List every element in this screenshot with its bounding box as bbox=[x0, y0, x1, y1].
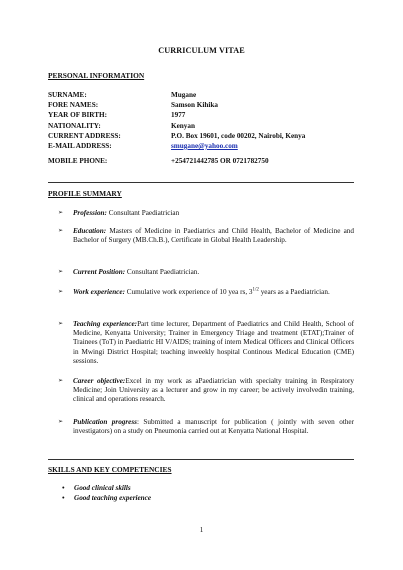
bullet-dot-icon: • bbox=[62, 484, 65, 492]
item-label: Profession: bbox=[73, 209, 107, 217]
info-label: FORE NAMES: bbox=[48, 101, 99, 109]
info-label: CURRENT ADDRESS: bbox=[48, 132, 121, 140]
info-value: 1977 bbox=[171, 111, 186, 119]
page-number: 1 bbox=[199, 526, 204, 534]
info-row-fore-names bbox=[48, 101, 368, 111]
bullet-arrow-icon: ➢ bbox=[58, 210, 64, 216]
item-label: Current Position: bbox=[73, 268, 126, 276]
item-label: Education: bbox=[73, 227, 107, 235]
item-text: Excel in my work as aPaediatrician with specialty training in Respiratory Medicine; Join University as a lecturer and grow in my career; be actively involvedin training, clinical and operations research. bbox=[73, 377, 354, 404]
bullet-dot-icon: • bbox=[62, 494, 65, 502]
info-label: YEAR OF BIRTH: bbox=[48, 111, 107, 119]
info-row-current-address bbox=[48, 132, 368, 142]
info-row-email bbox=[48, 142, 368, 152]
profile-summary-heading: PROFILE SUMMARY bbox=[48, 189, 122, 198]
info-value: Mugane bbox=[171, 91, 197, 99]
item-text: years as a Paediatrician. bbox=[258, 288, 330, 296]
item-text: : Submitted a manuscript for publication ( jointly with seven other investigators) on a study on Pneumonia carried out at Kenyatta National Hospital. bbox=[73, 418, 354, 436]
document-title: CURRICULUM VITAE bbox=[158, 46, 245, 55]
item-label: Teaching experience: bbox=[73, 320, 138, 328]
info-value: P.O. Box 19601, code 00202, Nairobi, Kenya bbox=[171, 132, 306, 140]
bullet-arrow-icon: ➢ bbox=[58, 378, 64, 384]
section-divider bbox=[48, 459, 354, 460]
info-value: Samson Kihika bbox=[171, 101, 218, 109]
item-label: Career objective: bbox=[73, 377, 126, 385]
info-label: E-MAIL ADDRESS: bbox=[48, 142, 112, 150]
bullet-arrow-icon: ➢ bbox=[58, 289, 64, 295]
item-text: Part time lecturer, Department of Paediatrics and Child Health, School of Medicine, Kenyatta University; Trainer in Emergency Triage and treatment (ETAT);Trainer of Trainees (ToT) in Paediatric HI V/AIDS; training of intern Medical Officers and Clinical Officers in Mwingi District Hospital; teaching inweekly hospital Continous Medical Education (CME) sessions. bbox=[73, 320, 354, 365]
email-link[interactable]: smugane@yahoo.com bbox=[171, 142, 238, 150]
skills-heading: SKILLS AND KEY COMPETENCIES bbox=[48, 465, 172, 474]
info-row-mobile-phone bbox=[48, 157, 368, 167]
skill-text: Good clinical skills bbox=[74, 484, 131, 492]
info-row-surname bbox=[48, 91, 368, 101]
item-text: Consultant Paediatrician. bbox=[125, 268, 200, 276]
info-value: Kenyan bbox=[171, 122, 195, 130]
item-label: Publication progress bbox=[73, 418, 137, 426]
info-row-nationality bbox=[48, 122, 368, 132]
info-value: +254721442785 OR 0721782750 bbox=[171, 157, 269, 165]
fraction-superscript: 1/2 bbox=[252, 287, 259, 293]
bullet-arrow-icon: ➢ bbox=[58, 228, 64, 234]
bullet-arrow-icon: ➢ bbox=[58, 321, 64, 327]
bullet-arrow-icon: ➢ bbox=[58, 419, 64, 425]
personal-info-heading: PERSONAL INFORMATION bbox=[48, 71, 145, 80]
info-label: MOBILE PHONE: bbox=[48, 157, 108, 165]
item-text: Cumulative work experience of 10 yea rs, 3 bbox=[124, 288, 253, 296]
item-text: Consultant Paediatrician bbox=[106, 209, 180, 217]
section-divider bbox=[48, 182, 354, 183]
bullet-arrow-icon: ➢ bbox=[58, 269, 64, 275]
info-label: SURNAME: bbox=[48, 91, 87, 99]
item-label: Work experience: bbox=[73, 288, 125, 296]
item-text: Masters of Medicine in Paediatrics and Child Health, Bachelor of Medicine and Bachelor of Surgery (MB.Ch.B.), Certificate in Global Health Leadership. bbox=[73, 227, 354, 245]
info-label: NATIONALITY: bbox=[48, 122, 101, 130]
info-row-year-of-birth bbox=[48, 111, 368, 121]
skill-text: Good teaching experience bbox=[74, 494, 152, 502]
